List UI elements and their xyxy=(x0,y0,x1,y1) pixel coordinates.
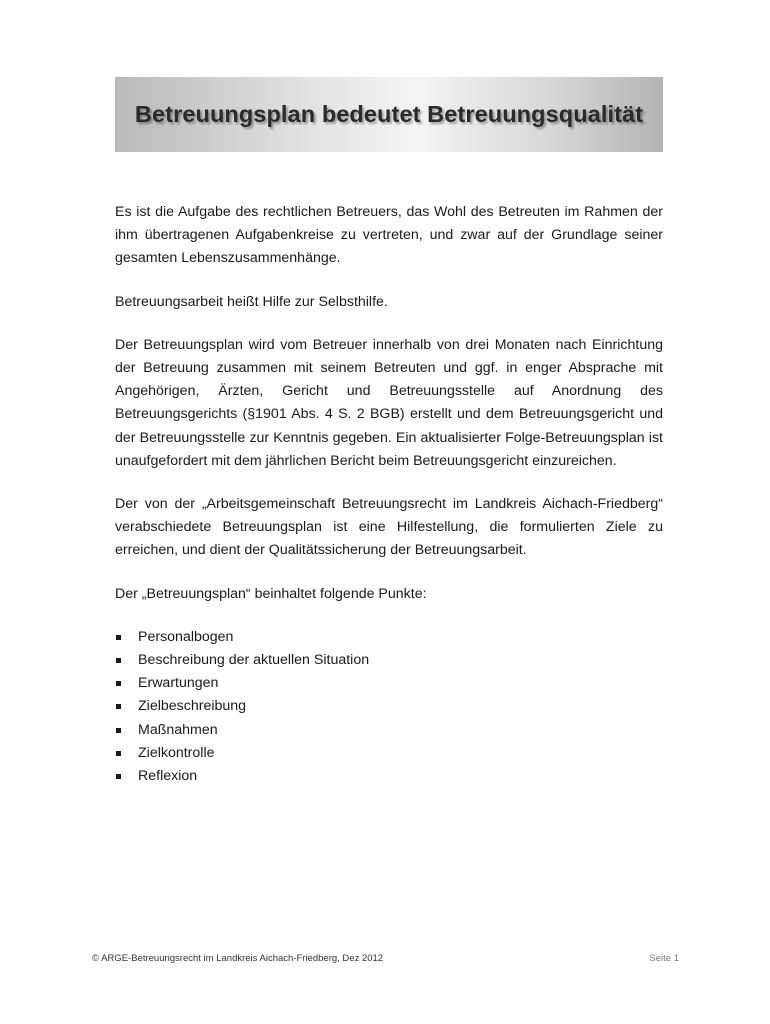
bullet-square-icon xyxy=(116,681,121,686)
paragraph-points-intro: Der „Betreuungsplan“ beinhaltet folgende Punkte: xyxy=(115,585,427,602)
list-item-label: Zielbeschreibung xyxy=(138,698,247,715)
list-item-label: Erwartungen xyxy=(138,675,219,692)
list-item-label: Zielkontrolle xyxy=(138,744,215,761)
points-list xyxy=(115,626,663,788)
list-item xyxy=(115,649,663,672)
list-item xyxy=(115,626,663,649)
bullet-square-icon xyxy=(116,751,121,756)
title-banner xyxy=(115,77,663,152)
list-item-label: Beschreibung der aktuellen Situation xyxy=(138,652,370,669)
paragraph-plan-creation: Der Betreuungsplan wird vom Betreuer innerhalb von drei Monaten nach Einrichtung der Betreuung zusammen mit seinem Betreuten und ggf. in enger Absprache mit Angehörigen, Ärzten, Gericht und Betreuungsstelle auf Anordnung des Betreuungsgerichts (§1901 Abs. 4 S. 2 BGB) erstellt und dem Betreuungsgericht und der Betreuungsstelle zur Kenntnis gegeben. Ein aktualisierter Folge-Betreuungsplan ist unaufgefordert mit dem jährlichen Bericht beim Betreuungsgericht einzureichen. xyxy=(115,336,663,469)
list-item xyxy=(115,672,663,695)
list-item xyxy=(115,765,663,788)
paragraph-intro: Es ist die Aufgabe des rechtlichen Betreuers, das Wohl des Betreuten im Rahmen der ihm übertragenen Aufgabenkreise zu vertreten, und zwar auf der Grundlage seiner gesamten Lebenszusammenhänge. xyxy=(115,204,663,267)
footer-copyright: © ARGE-Betreuungsrecht im Landkreis Aichach-Friedberg, Dez 2012 xyxy=(92,953,384,964)
paragraph-arbeitsgemeinschaft: Der von der „Arbeitsgemeinschaft Betreuungsrecht im Landkreis Aichach-Friedberg“ verabschiedete Betreuungsplan ist eine Hilfestellung, die formulierten Ziele zu erreichen, und dient der Qualitätssicherung der Betreuungsarbeit. xyxy=(115,496,663,559)
bullet-square-icon xyxy=(116,774,121,779)
bullet-square-icon xyxy=(116,658,121,663)
footer-page-number: Seite 1 xyxy=(649,953,679,964)
bullet-square-icon xyxy=(116,704,121,709)
list-item-label: Maßnahmen xyxy=(138,721,218,738)
page-title: Betreuungsplan bedeutet Betreuungsqualität xyxy=(134,101,644,127)
list-item-label: Personalbogen xyxy=(138,628,234,645)
list-item xyxy=(115,719,663,742)
list-item-label: Reflexion xyxy=(138,768,198,785)
bullet-square-icon xyxy=(116,728,121,733)
bullet-square-icon xyxy=(116,635,121,640)
list-item xyxy=(115,695,663,718)
list-item xyxy=(115,742,663,765)
document-body xyxy=(115,201,663,788)
paragraph-motto: Betreuungsarbeit heißt Hilfe zur Selbsthilfe. xyxy=(115,293,388,310)
